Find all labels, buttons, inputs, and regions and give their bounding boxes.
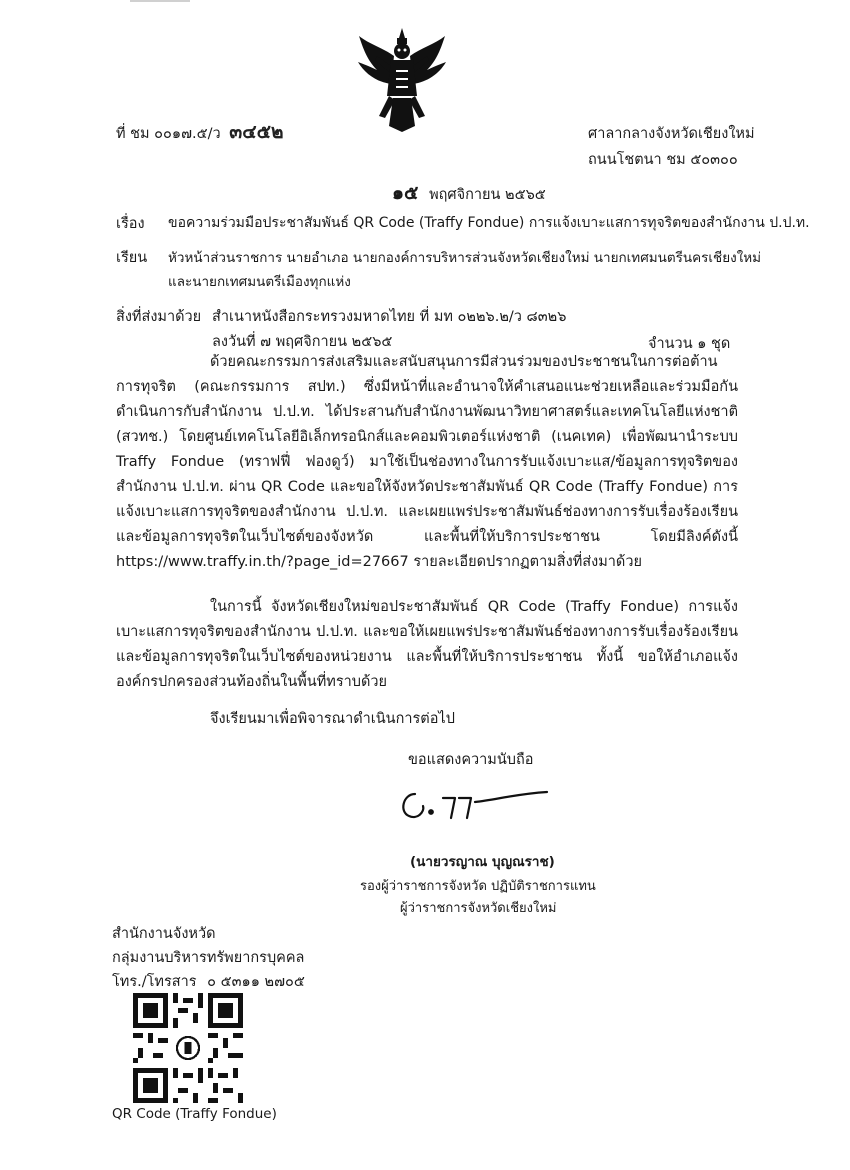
office-address-line1: ศาลากลางจังหวัดเชียงใหม่	[588, 126, 755, 142]
recipient-label: เรียน	[116, 250, 148, 266]
document-number-handwritten: ๓๔๕๒	[229, 121, 284, 143]
garuda-emblem	[355, 26, 449, 134]
document-number	[116, 117, 284, 147]
document-number-prefix: ที่ ชม ๐๐๑๗.๕/ว	[116, 126, 221, 142]
signer-name: (นายวรญาณ บุญณราช)	[410, 854, 555, 870]
footer-phone-number: ๐ ๕๓๑๑ ๒๗๐๕	[207, 974, 305, 990]
scan-artifact	[130, 0, 190, 2]
enclosure-quantity: จำนวน ๑ ชุด	[648, 336, 731, 352]
qr-caption: QR Code (Traffy Fondue)	[112, 1106, 277, 1122]
footer-phone-label: โทร./โทรสาร	[112, 974, 197, 990]
recipient-line1: หัวหน้าส่วนราชการ นายอำเภอ นายกองค์การบริหารส่วนจังหวัดเชียงใหม่ นายกเทศมนตรีนครเชียงใหม่	[168, 250, 762, 266]
date-day-handwritten: ๑๕	[392, 182, 419, 204]
signer-title-line1: รองผู้ว่าราชการจังหวัด ปฏิบัติราชการแทน	[360, 879, 596, 894]
subject-label: เรื่อง	[116, 216, 145, 232]
qr-code	[133, 993, 243, 1103]
body-paragraph-2-text: ในการนี้ จังหวัดเชียงใหม่ขอประชาสัมพันธ์ QR Code (Traffy Fondue) การแจ้งเบาะแสการทุจริตของสำนักงาน ป.ป.ท. และขอให้เผยแพร่ประชาสัมพันธ์ช่องทางการรับเรื่องร้องเรียนและข้อมูลการทุจริตในเว็บไซต์ของหน่วยงาน และพื้นที่ให้บริการประชาชน ทั้งนี้ ขอให้อำเภอแจ้งองค์กรปกครองส่วนท้องถิ่นในพื้นที่ทราบด้วย	[116, 599, 738, 690]
date-month-year: พฤศจิกายน ๒๕๖๕	[429, 187, 546, 203]
footer-office: สำนักงานจังหวัด	[112, 926, 216, 942]
signer-title-line2: ผู้ว่าราชการจังหวัดเชียงใหม่	[400, 901, 557, 916]
office-address-line2: ถนนโชตนา ชม ๕๐๓๐๐	[588, 152, 738, 168]
body-paragraph-3: จึงเรียนมาเพื่อพิจารณาดำเนินการต่อไป	[210, 711, 455, 727]
document-date	[392, 178, 546, 208]
enclosure-label: สิ่งที่ส่งมาด้วย	[116, 309, 202, 325]
body-paragraph-2	[116, 595, 738, 695]
enclosure-line2: ลงวันที่ ๗ พฤศจิกายน ๒๕๖๕	[212, 334, 393, 350]
signature	[395, 780, 555, 830]
enclosure-line1: สำเนาหนังสือกระทรวงมหาดไทย ที่ มท ๐๒๒๖.๒/ว ๘๓๒๖	[212, 309, 567, 325]
body-paragraph-1	[116, 350, 738, 575]
footer-phone	[112, 970, 305, 993]
subject-text: ขอความร่วมมือประชาสัมพันธ์ QR Code (Traffy Fondue) การแจ้งเบาะแสการทุจริตของสำนักงาน ป.ป.ท.	[168, 215, 810, 231]
footer-division: กลุ่มงานบริหารทรัพยากรบุคคล	[112, 950, 305, 966]
closing-salutation: ขอแสดงความนับถือ	[408, 752, 534, 768]
recipient-line2: และนายกเทศมนตรีเมืองทุกแห่ง	[168, 274, 351, 290]
body-paragraph-1-text: ด้วยคณะกรรมการส่งเสริมและสนับสนุนการมีส่วนร่วมของประชาชนในการต่อต้านการทุจริต (คณะกรรมการ สปท.) ซึ่งมีหน้าที่และอำนาจให้คำเสนอแนะช่วยเหลือและร่วมมือกันดำเนินการกับสำนักงาน ป.ป.ท. ได้ประสานกับสำนักงานพัฒนาวิทยาศาสตร์และเทคโนโลยีแห่งชาติ (สวทช.) โดยศูนย์เทคโนโลยีอิเล็กทรอนิกส์และคอมพิวเตอร์แห่งชาติ (เนคเทค) เพื่อพัฒนานำระบบ Traffy Fondue (ทราฟฟี่ ฟองดูว์) มาใช้เป็นช่องทางในการรับแจ้งเบาะแส/ข้อมูลการทุจริตของสำนักงาน ป.ป.ท. ผ่าน QR Code และขอให้จังหวัดประชาสัมพันธ์ QR Code (Traffy Fondue) การแจ้งเบาะแสการทุจริตของสำนักงาน ป.ป.ท. และเผยแพร่ประชาสัมพันธ์ช่องทางการรับเรื่องร้องเรียนและข้อมูลการทุจริตในเว็บไซต์ของจังหวัด และพื้นที่ให้บริการประชาชน โดยมีลิงค์ดังนี้ https://www.traffy.in.th/?page_id=27667 รายละเอียดปรากฏตามสิ่งที่ส่งมาด้วย	[116, 354, 738, 570]
